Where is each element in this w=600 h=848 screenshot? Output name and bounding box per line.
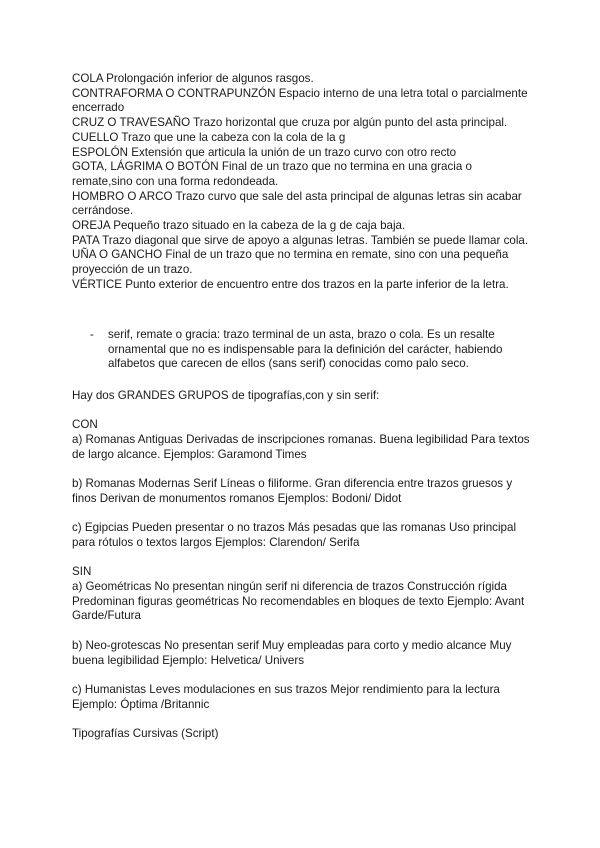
sin-heading: SIN <box>72 565 92 579</box>
type-groups-section <box>72 389 532 742</box>
serif-definition: serif, remate o gracia: trazo terminal de un asta, brazo o cola. Es un resalte ornamental que no es indispensable para la definición del carácter, habiendo alfabetos que carecen de ellos (sans serif) conocidas como palo seco. <box>108 328 503 371</box>
bullet-dash: - <box>90 328 94 341</box>
sin-item-geometricas: a) Geométricas No presentan ningún serif ni diferencia de trazos Construcción rígida Predominan figuras geométricas No recomendables en bloques de texto Ejemplo: Avant Garde/Futura <box>72 580 525 623</box>
con-item-romanas-modernas: b) Romanas Modernas Serif Líneas o filiforme. Gran diferencia entre trazos gruesos y finos Derivan de monumentos romanos Ejemplos: Bodoni/ Didot <box>72 477 513 505</box>
glossary-entry-oreja: OREJA Pequeño trazo situado en la cabeza de la g de caja baja. <box>72 219 406 233</box>
glossary-entry-pata: PATA Trazo diagonal que sirve de apoyo a algunas letras. También se puede llamar cola. <box>72 233 529 247</box>
glossary-entry-cuello: CUELLO Trazo que une la cabeza con la cola de la g <box>72 130 346 144</box>
groups-intro: Hay dos GRANDES GRUPOS de tipografías,con y sin serif: <box>72 389 380 402</box>
closing-line: Tipografías Cursivas (Script) <box>72 727 219 741</box>
glossary-section <box>72 72 532 293</box>
glossary-entry-espolon: ESPOLÓN Extensión que articula la unión de un trazo curvo con otro recto <box>72 145 457 159</box>
glossary-entry-hombro: HOMBRO O ARCO Trazo curvo que sale del asta principal de algunas letras sin acabar cerrándose. <box>72 189 522 218</box>
con-heading: CON <box>72 418 98 432</box>
con-item-romanas-antiguas: a) Romanas Antiguas Derivadas de inscripciones romanas. Buena legibilidad Para textos de largo alcance. Ejemplos: Garamond Times <box>72 433 530 461</box>
glossary-entry-cola: COLA Prolongación inferior de algunos rasgos. <box>72 72 314 85</box>
glossary-entry-vertice: VÉRTICE Punto exterior de encuentro entre dos trazos en la parte inferior de la letra. <box>72 277 509 291</box>
con-item-egipcias: c) Egipcias Pueden presentar o no trazos Más pesadas que las romanas Uso principal para rótulos o textos largos Ejemplos: Clarendon/ Serifa <box>72 521 517 549</box>
glossary-entry-contraforma: CONTRAFORMA O CONTRAPUNZÓN Espacio interno de una letra total o parcialmente encerrado <box>72 86 528 115</box>
serif-bullet <box>72 328 532 372</box>
list-item <box>72 328 532 372</box>
sin-item-humanistas: c) Humanistas Leves modulaciones en sus trazos Mejor rendimiento para la lectura Ejemplo: Óptima /Britannic <box>72 682 500 711</box>
sin-item-neo-grotescas: b) Neo-grotescas No presentan serif Muy empleadas para corto y medio alcance Muy buena legibilidad Ejemplo: Helvetica/ Univers <box>72 638 512 667</box>
glossary-entry-cruz: CRUZ O TRAVESAÑO Trazo horizontal que cruza por algún punto del asta principal. <box>72 116 508 130</box>
glossary-entry-una: UÑA O GANCHO Final de un trazo que no termina en remate, sino con una pequeña proyección de un trazo. <box>72 248 509 277</box>
glossary-entry-gota: GOTA, LÁGRIMA O BOTÓN Final de un trazo que no termina en una gracia o remate,sino con una forma redondeada. <box>72 160 472 188</box>
